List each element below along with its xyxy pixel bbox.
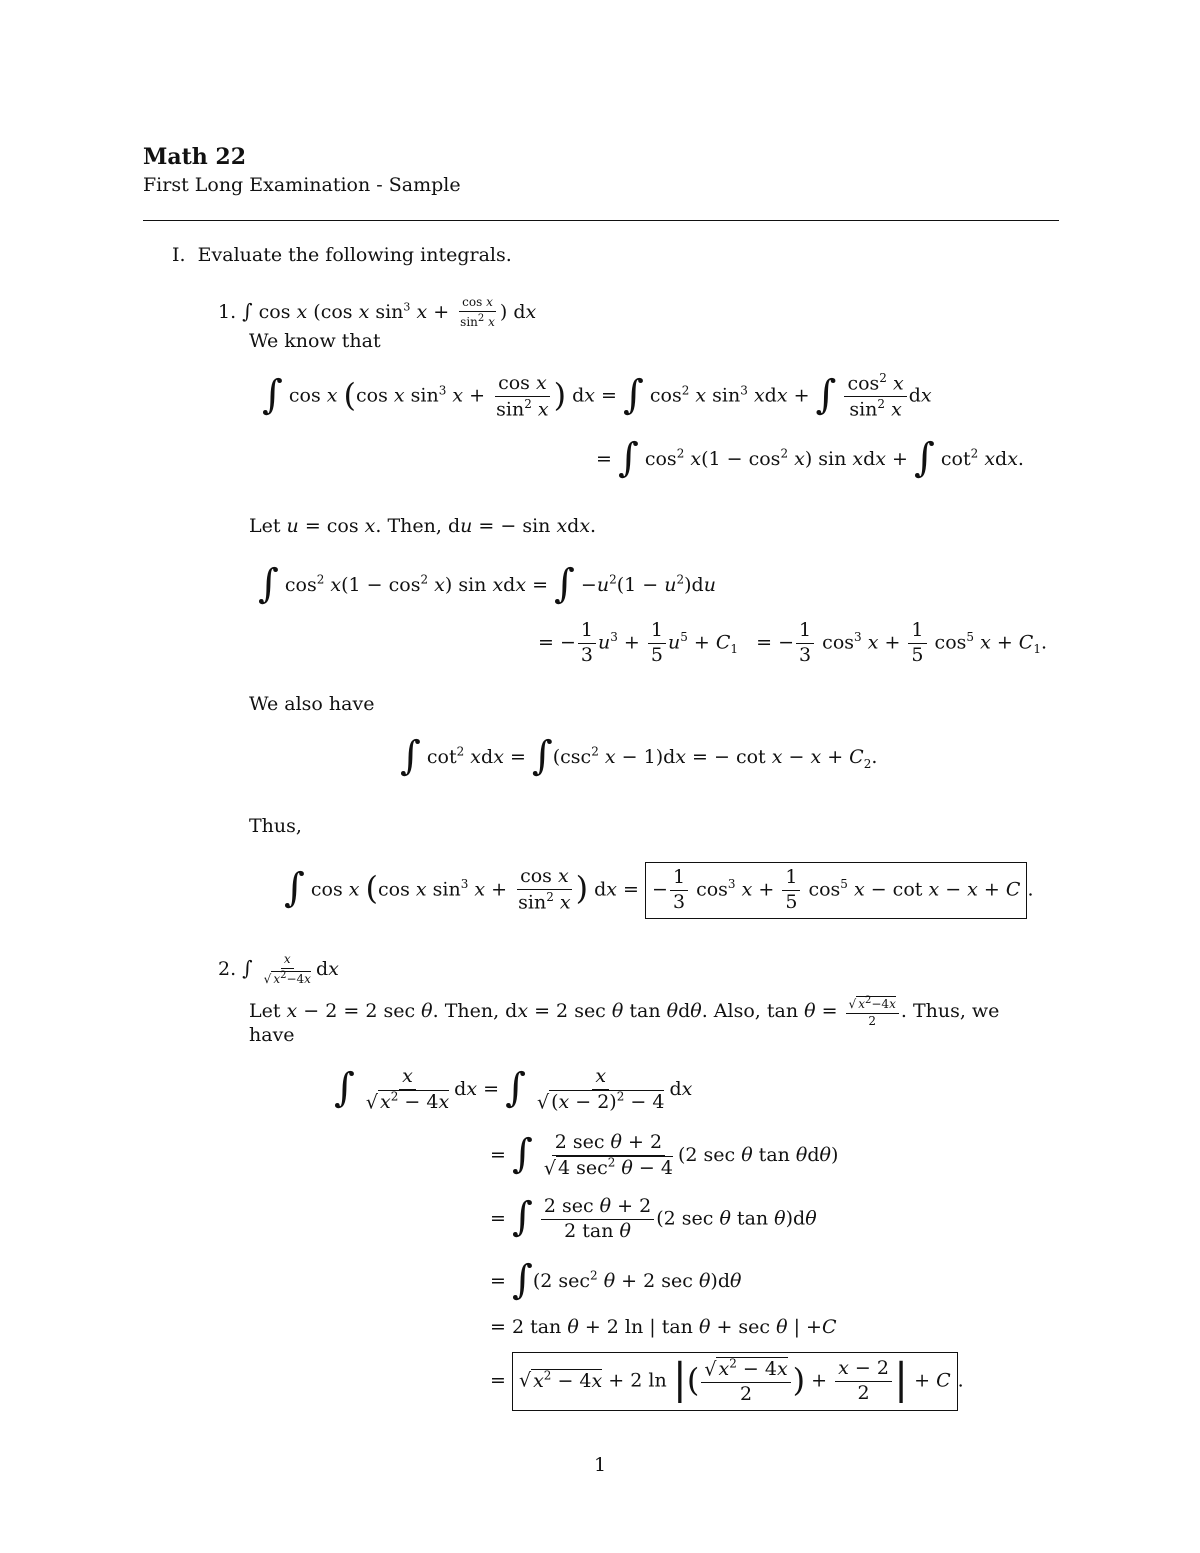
document-title: Math 22	[143, 144, 247, 170]
equation-5-answer: = √ $x^2 - 4x + 2$ ln |( $\frac{√ x^2 - 4x}{2}$ ) + $\frac{x - 2}{2}$ | + C .	[490, 1352, 964, 1411]
problem-1-statement: 1. ∫ cos x (cos x $\sin^3 x$ + $\frac{\text{cos x}}{\sin^2 x}$ ) dx	[218, 295, 537, 329]
equation-5-line-3: = ∫ $\frac{\text{2 sec θ + 2}}{\text{2 tan θ}}$ (2 sec θ tan θ)dθ	[490, 1194, 817, 1242]
problem-1-number: 1.	[218, 300, 237, 323]
section-heading	[172, 244, 512, 266]
equation-5-line-4: = ∫(2 $\sec^2 \theta + 2$ sec θ)dθ	[490, 1257, 742, 1303]
problem-1-intro: We know that	[249, 330, 381, 352]
also-have-text: We also have	[249, 693, 375, 715]
then-label: Then,	[387, 515, 442, 537]
equation-3: ∫ $\cot^2$ xdx = $\int(\csc^2$ x − 1)dx = − $\cot x - x + C_2$.	[400, 733, 878, 779]
thus-text: Thus,	[249, 815, 302, 837]
problem-2-statement: 2. ∫ $\frac{x}{√ x^2-4x}$ dx	[218, 952, 339, 986]
section-number: I.	[172, 244, 186, 266]
equation-2-line-2: = − $\frac{1}{3}$ $u^3$ + $\frac{1}{5}$ $u^5 + C_1$ = − $\frac{1}{3}$ $\cos^3 x$ + $\frac{1}{5}$ $\cos^5 x + C_1$.	[538, 619, 1048, 666]
answer-2-box: √ $x^2 - 4x + 2$ ln |( $\frac{√ x^2 - 4x}{2}$ ) + $\frac{x - 2}{2}$ | + C	[512, 1352, 958, 1411]
problem-2-thus: Thus, we	[912, 999, 1000, 1022]
section-instruction: Evaluate the following integrals.	[197, 244, 512, 266]
problem-2-let: Let	[249, 999, 281, 1022]
substitution-line: Let u = cos x. Then, du = − sin xdx.	[249, 515, 597, 537]
problem-2-then: Then,	[444, 999, 500, 1022]
document-subtitle: First Long Examination - Sample	[143, 174, 461, 196]
let-label: Let	[249, 515, 281, 537]
equation-4-answer: ∫ cos x (cos x $\sin^3 x$ + $\frac{\text{cos x}}{\sin^2 x}$ ) dx = − $\frac{1}{3}$ $\cos^3 x$ + $\frac{1}{5}$ $\cos^5 x - \cot x - x + C$ .	[284, 862, 1033, 919]
equation-5-line-1: ∫ $\frac{x}{√ x^2 - 4x}$ dx = ∫ $\frac{x}{√ (x - 2)^2 - 4}$ dx	[334, 1065, 693, 1114]
equation-1-line-2: = ∫ $\cos^2 x(1 - \cos^2 x)$ sin xdx + ∫ $\cot^2$ xdx.	[596, 435, 1024, 481]
page-number: 1	[594, 1454, 607, 1476]
header-rule	[143, 220, 1059, 221]
problem-2-substitution: Let x − 2 = 2 sec θ. Then, dx = 2 sec θ tan θdθ. Also, tan θ = $\frac{√ x^2-4x}{2}$ . Thus, we	[249, 995, 1000, 1028]
problem-2-also: Also,	[713, 999, 761, 1022]
equation-5-line-5: = 2 tan θ + 2 ln | tan θ + sec θ | +C	[490, 1316, 837, 1338]
equation-1-line-1: ∫ cos x (cos x $\sin^3 x$ + $\frac{\text{cos x}}{\sin^2 x}$ ) dx = ∫ $\cos^2 x$ $\sin^3$ xdx + ∫ $\frac{\cos^2 x}{\sin^2 x}$ dx	[262, 371, 932, 421]
equation-5-line-2: = ∫ $\frac{\text{2 sec θ + 2}}{√ 4 \sec^2 \theta - 4}$ (2 sec θ tan θdθ)	[490, 1131, 839, 1180]
problem-2-have: have	[249, 1024, 295, 1046]
equation-2-line-1: ∫ $\cos^2 x(1 - \cos^2 x)$ sin xdx = ∫ $-u^2(1 - u^2)du$	[258, 561, 716, 607]
problem-2-number: 2.	[218, 957, 237, 980]
answer-1-box: − $\frac{1}{3}$ $\cos^3 x$ + $\frac{1}{5}$ $\cos^5 x - \cot x - x + C$	[645, 862, 1027, 919]
